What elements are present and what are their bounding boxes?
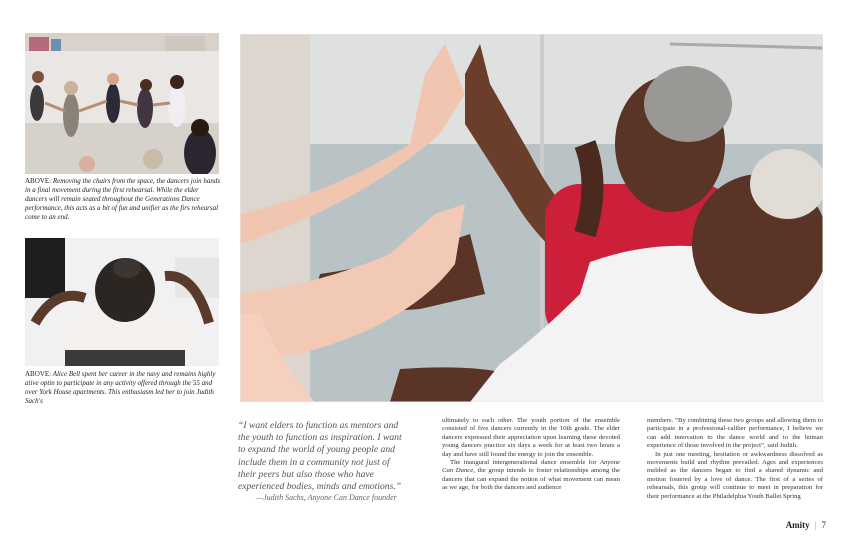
magazine-name: Amity bbox=[785, 520, 810, 530]
body-paragraph: members. “By combining these two groups and allowing them to participate in a professional-caliber performance, I believe we can add innovation to the dance world and to the human experience of those involved in the project”, said Judith. bbox=[647, 417, 823, 450]
pull-quote-attribution bbox=[256, 493, 416, 502]
body-paragraph: ultimately to each other. The youth portion of the ensemble consisted of five dancers currently in the 10th grade. The elder dancers expressed their appreciation upon learning these devoted young dancers practice six days a week for at least two hours a day and have still found the energy to join the ensemble. bbox=[442, 417, 620, 458]
page-footer bbox=[786, 520, 826, 530]
bottom-photo-caption bbox=[25, 370, 221, 406]
body-emphasis: Anyone Can Dance bbox=[442, 459, 621, 475]
body-text: , the group intends to foster relationships among the dancers that can expand the notion of what movement can mean as we age, for both the dancers and audience bbox=[442, 467, 620, 492]
rehearsal-photo-group bbox=[25, 33, 219, 174]
top-photo-caption bbox=[25, 177, 221, 222]
attribution-org: Anyone Can Dance founder bbox=[307, 493, 397, 502]
caption-label: ABOVE: bbox=[25, 370, 52, 378]
caption-text: Alice Bell spent her career in the navy and remains highly ative optin to participate in any activity offered through the 55 and over York House apartments. This enthusiasm led her to join Judith Sach's bbox=[25, 370, 216, 405]
body-paragraph: In just one meeting, hesitation or awkwardness dissolved as movements build and rhythm prevailed. Ages and experiences melded as the dancers began to find a shared dynamic and motion fostered by a love of dance. The first of a series of rehearsals, this group will continue to meet in preparation for their performance at the Philadelphia Youth Ballet Spring bbox=[647, 450, 823, 500]
attribution-name: —Judith Sachs, bbox=[256, 493, 306, 502]
alice-bell-photo bbox=[25, 238, 219, 366]
main-hands-photo bbox=[240, 34, 823, 402]
body-text: The inaugural intergenerational dance ensemble for bbox=[450, 459, 597, 467]
body-column-1 bbox=[442, 417, 620, 493]
page-number: 7 bbox=[821, 520, 826, 530]
body-column-2 bbox=[647, 417, 823, 501]
footer-separator: | bbox=[814, 520, 817, 530]
pull-quote: “I want elders to function as mentors and the youth to function as inspiration. I want to expand the world of young people and include them in a community not just of their peers but also those who have experienced bodies, minds and emotions.” bbox=[238, 420, 402, 493]
caption-label: ABOVE: bbox=[25, 177, 52, 185]
caption-text: Removing the chairs from the space, the dancers join hands in a final movement during the first rehearsal. While the elder dancers will remain seated throughout the Generations Dance performance, this acts as a bit of fun and unifier as the firs rehearsal come to an end. bbox=[25, 177, 221, 221]
body-paragraph bbox=[442, 459, 620, 493]
